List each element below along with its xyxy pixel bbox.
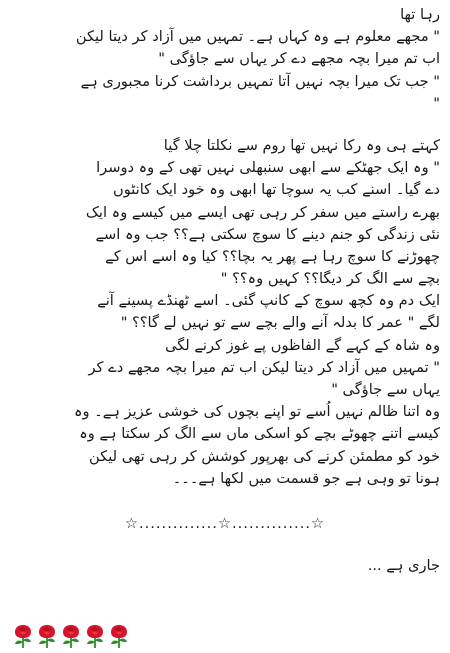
rose-icon (36, 623, 58, 649)
text-line: ہونا تو وہی ہے جو قسمت میں لکھا ہے۔۔۔ (172, 469, 440, 487)
rose-icon (108, 623, 130, 649)
text-line: چھوڑنے کا سوچ رہا ہے پھر یہ بچا؟؟ کیا وہ اسے اس کے (105, 247, 440, 265)
text-line: " وہ ایک جھٹکے سے ابھی سنبھلی نہیں تھی کے وہ دوسرا (96, 159, 440, 177)
rose-icon (60, 623, 82, 649)
text-line: رہا تھا (400, 6, 440, 23)
blank-line (10, 115, 440, 135)
text-line: " (433, 94, 440, 112)
rose-icon (84, 623, 106, 649)
section-divider: ☆..............☆..............☆ (124, 514, 326, 532)
text-line: بچے سے الگ کر دیگا؟؟ کہیں وہ؟؟ " (220, 270, 440, 288)
text-line: " جب تک میرا بچہ نہیں آتا تمہیں برداشت کرنا مجبوری ہے (80, 72, 440, 90)
rose-row (12, 623, 130, 651)
blank-line (10, 490, 440, 513)
text-line: " تمہیں میں آزاد کر دیتا لیکن اب تم میرا بچہ مجھے دے کر (88, 358, 440, 376)
text-line: " مجھے معلوم ہے وہ کہاں ہے۔ تمہیں میں آزاد کر دیتا لیکن (75, 28, 440, 46)
text-line: خود کو مطمئن کرنے کی بھرپور کوشش کر رہی تھی لیکن (89, 447, 440, 465)
text-line: کیسے اتنے چھوٹے بچے کو اسکی ماں سے الگ کر سکتا ہے وہ (79, 425, 440, 443)
text-line: وہ اتنا ظالم نہیں اُسے تو اپنے بچوں کی خوشی عزیز ہے۔ وہ (73, 403, 440, 421)
text-line: یہاں سے جاؤگی " (331, 381, 440, 398)
text-line: اب تم میرا بچہ مجھے دے کر یہاں سے جاؤگی " (158, 50, 440, 68)
text-line: ایک دم وہ کچھ سوچ کے کانپ گئی۔ اسے ٹھنڈے پسینے آنے (97, 292, 440, 310)
text-line: نئی زندگی کو جنم دینے کا سوچ سکتی ہے؟؟ جب وہ اسے (95, 225, 440, 243)
text-line: لگے " عمر کا بدلہ آنے والے بچے سے تو نہیں لے گا؟؟ " (120, 314, 440, 332)
rose-icon (12, 623, 34, 649)
blank-line (10, 535, 440, 555)
text-line: دے گیا۔ اسنے کب یہ سوچا تھا ابھی وہ خود ایک کانٹوں (113, 181, 440, 199)
text-line: کہتے ہی وہ رکا نہیں تھا روم سے نکلتا چلا گیا (163, 136, 440, 154)
text-line: وہ شاہ کے کہے گے الفاظوں پے غوز کرنے لگی (165, 336, 440, 354)
continued-label: جاری ہے ... (367, 557, 440, 575)
text-line: بھرے راستے میں سفر کر رہی تھی ایسے میں کیسے وہ ایک (85, 203, 440, 221)
